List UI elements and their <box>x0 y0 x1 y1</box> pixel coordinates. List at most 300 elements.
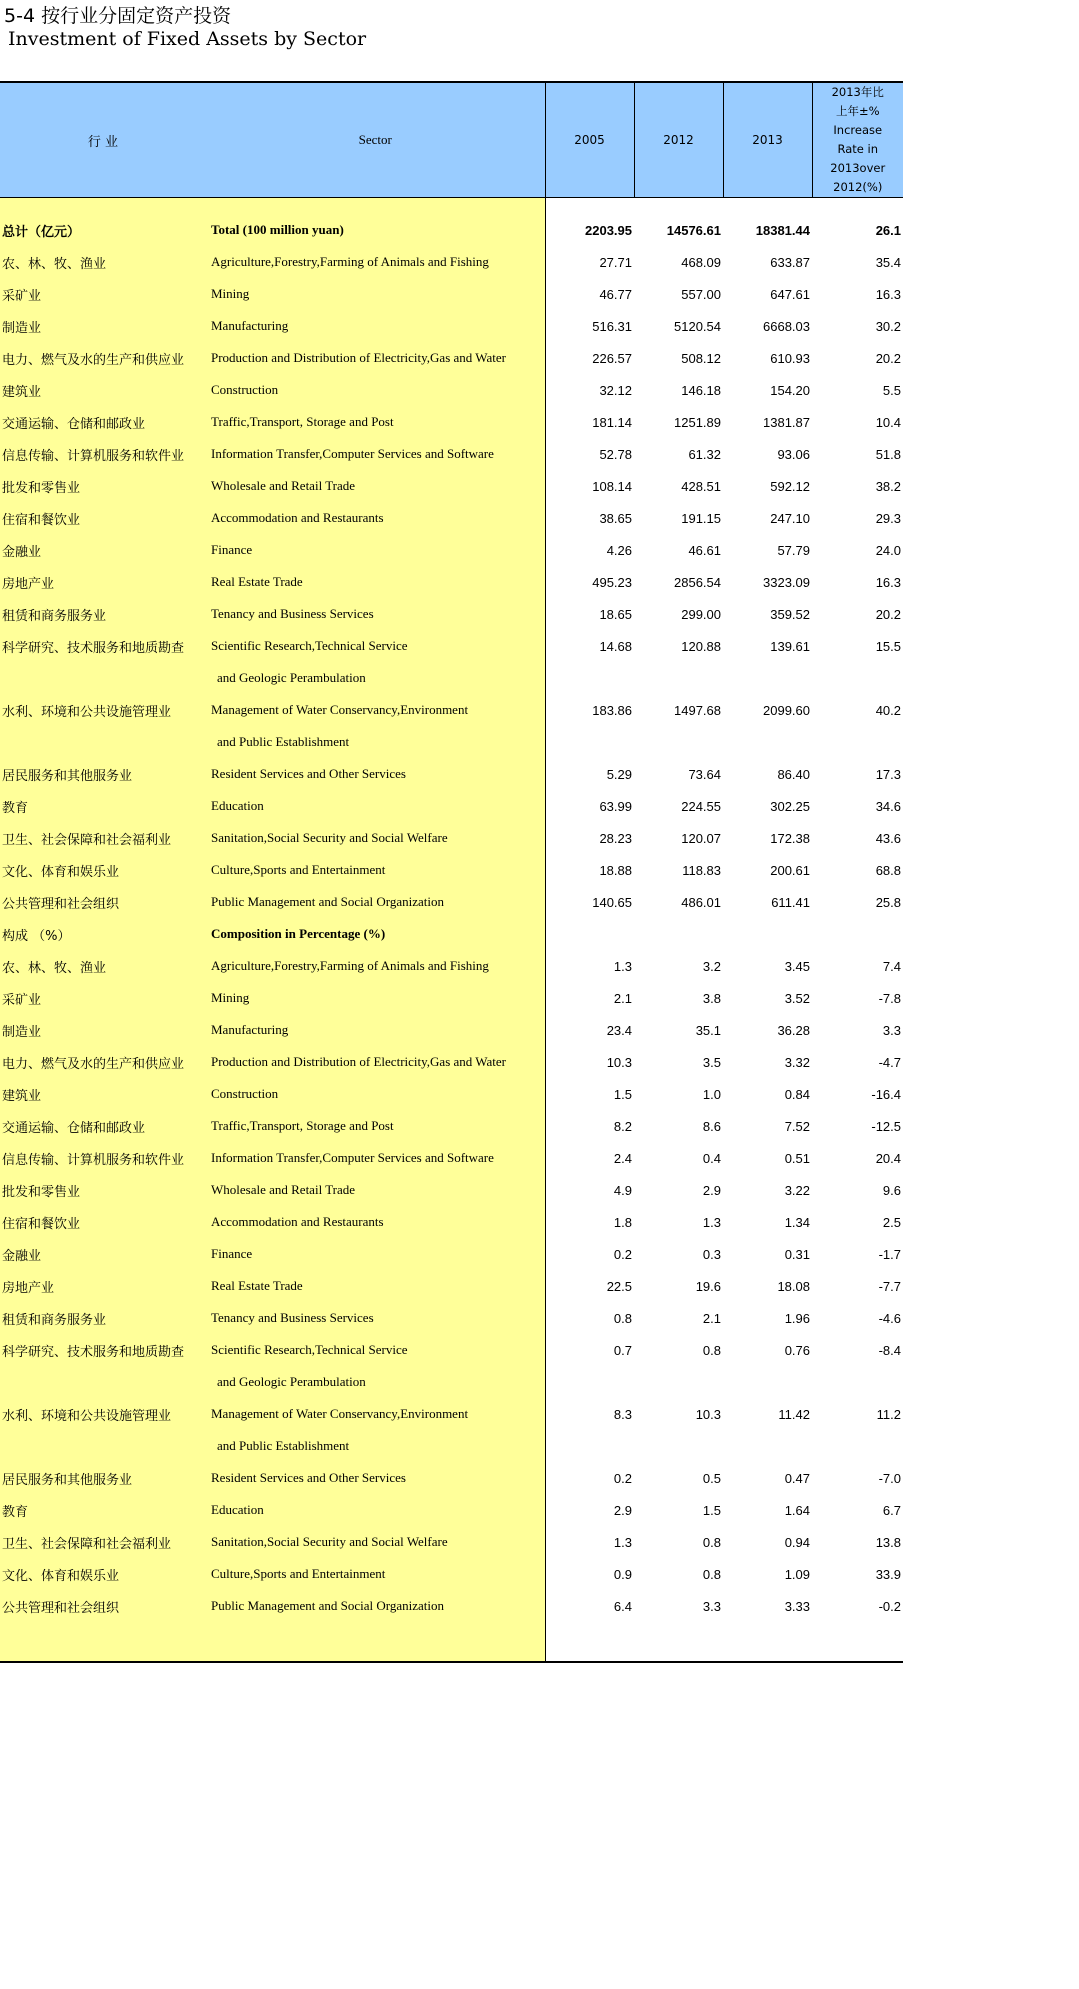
increase-rate: -16.4 <box>871 1086 901 1102</box>
sector-en: Agriculture,Forestry,Farming of Animals and Fishing <box>206 246 545 278</box>
value-2012: 19.6 <box>695 1278 721 1294</box>
sector-cn: 居民服务和其他服务业 <box>0 1462 206 1494</box>
increase-rate: -7.7 <box>878 1278 901 1294</box>
value-2013: 3.33 <box>784 1598 810 1614</box>
value-2005: 38.65 <box>545 502 634 534</box>
sector-cn: 卫生、社会保障和社会福利业 <box>0 822 206 854</box>
value-2012: 0.4 <box>702 1150 721 1166</box>
table-row <box>0 918 903 950</box>
value-2012: 2.1 <box>702 1310 721 1326</box>
sector-en: Wholesale and Retail Trade <box>206 1174 545 1206</box>
value-2005: 4.26 <box>545 534 634 566</box>
sector-cn: 公共管理和社会组织 <box>0 886 206 918</box>
sector-en: Composition in Percentage (%) <box>206 918 545 950</box>
value-2012: 0.8 <box>702 1566 721 1582</box>
value-2013: 0.31 <box>784 1246 810 1262</box>
value-2012 <box>634 918 723 950</box>
table-row <box>0 214 903 246</box>
value-2005: 2.1 <box>545 982 634 1014</box>
value-2013: 1.96 <box>784 1310 810 1326</box>
value-2012: 120.88 <box>681 638 721 654</box>
value-2005: 22.5 <box>545 1270 634 1302</box>
table-row <box>0 1590 903 1622</box>
increase-rate <box>812 662 903 694</box>
value-2005: 2.4 <box>545 1142 634 1174</box>
value-2012 <box>634 1366 723 1398</box>
value-2013: 1.34 <box>784 1214 810 1230</box>
value-2012: 2856.54 <box>674 574 721 590</box>
sector-en: and Geologic Perambulation <box>206 662 545 694</box>
table-row <box>0 694 903 726</box>
value-2013: 302.25 <box>770 798 810 814</box>
sector-cn: 总计（亿元） <box>0 214 206 246</box>
value-2013: 3.52 <box>784 990 810 1006</box>
value-2005: 8.3 <box>545 1398 634 1430</box>
value-2012: 1251.89 <box>674 414 721 430</box>
value-2012: 10.3 <box>695 1406 721 1422</box>
increase-rate: 20.2 <box>875 350 901 366</box>
table-row <box>0 1046 903 1078</box>
sector-cn: 制造业 <box>0 310 206 342</box>
sector-en: Mining <box>206 982 545 1014</box>
increase-rate: 68.8 <box>875 862 901 878</box>
table-row <box>0 630 903 662</box>
fixed-assets-table <box>0 81 903 1663</box>
value-2013: 647.61 <box>770 286 810 302</box>
table-row <box>0 1366 903 1398</box>
increase-rate: -7.0 <box>878 1470 901 1486</box>
value-2005: 5.29 <box>545 758 634 790</box>
value-2012: 1.0 <box>702 1086 721 1102</box>
value-2012: 1497.68 <box>674 702 721 718</box>
value-2012: 5120.54 <box>674 318 721 334</box>
sector-en: and Public Establishment <box>206 726 545 758</box>
value-2013: 1.09 <box>784 1566 810 1582</box>
sector-cn: 居民服务和其他服务业 <box>0 758 206 790</box>
header-rate-line: Rate in <box>837 142 878 156</box>
increase-rate: 9.6 <box>882 1182 901 1198</box>
sector-cn <box>0 1366 206 1398</box>
increase-rate <box>812 1430 903 1462</box>
page-title-english: Investment of Fixed Assets by Sector <box>8 28 367 50</box>
value-2005: 108.14 <box>545 470 634 502</box>
value-2005 <box>545 1366 634 1398</box>
increase-rate: 30.2 <box>875 318 901 334</box>
value-2012: 428.51 <box>681 478 721 494</box>
sector-cn: 电力、燃气及水的生产和供应业 <box>0 342 206 374</box>
value-2005: 2.9 <box>545 1494 634 1526</box>
sector-en: Production and Distribution of Electricity,Gas and Water <box>206 342 545 374</box>
bottom-cell <box>723 1622 812 1662</box>
sector-cn: 公共管理和社会组织 <box>0 1590 206 1622</box>
value-2005: 516.31 <box>545 310 634 342</box>
sector-cn: 卫生、社会保障和社会福利业 <box>0 1526 206 1558</box>
sector-cn: 教育 <box>0 790 206 822</box>
increase-rate: 29.3 <box>875 510 901 526</box>
value-2005: 32.12 <box>545 374 634 406</box>
value-2013 <box>723 1366 812 1398</box>
value-2012: 0.5 <box>702 1470 721 1486</box>
increase-rate: 24.0 <box>875 542 901 558</box>
increase-rate: 20.2 <box>875 606 901 622</box>
header-rate-line: 2012(%) <box>833 180 883 194</box>
sector-cn: 交通运输、仓储和邮政业 <box>0 1110 206 1142</box>
value-2005: 4.9 <box>545 1174 634 1206</box>
table-row <box>0 1526 903 1558</box>
table-row <box>0 438 903 470</box>
sector-cn: 金融业 <box>0 1238 206 1270</box>
value-2005: 0.9 <box>545 1558 634 1590</box>
header-increase-rate <box>812 82 903 198</box>
table-row <box>0 566 903 598</box>
sector-en: Tenancy and Business Services <box>206 598 545 630</box>
sector-en: Traffic,Transport, Storage and Post <box>206 1110 545 1142</box>
sector-en: Public Management and Social Organization <box>206 886 545 918</box>
value-2013 <box>723 662 812 694</box>
header-2012: 2012 <box>634 82 723 198</box>
table-row <box>0 278 903 310</box>
value-2005: 18.88 <box>545 854 634 886</box>
sector-cn <box>0 662 206 694</box>
value-2005: 226.57 <box>545 342 634 374</box>
sector-cn: 信息传输、计算机服务和软件业 <box>0 438 206 470</box>
table-row <box>0 1174 903 1206</box>
value-2012 <box>634 726 723 758</box>
sector-cn: 科学研究、技术服务和地质勘查 <box>0 1334 206 1366</box>
spacer-cell <box>723 198 812 215</box>
table-row <box>0 374 903 406</box>
value-2012: 120.07 <box>681 830 721 846</box>
increase-rate: 13.8 <box>875 1534 901 1550</box>
increase-rate: 26.1 <box>875 222 901 238</box>
sector-en: Accommodation and Restaurants <box>206 1206 545 1238</box>
sector-en: and Geologic Perambulation <box>206 1366 545 1398</box>
value-2013: 3.22 <box>784 1182 810 1198</box>
value-2012: 46.61 <box>688 542 721 558</box>
spacer-cell <box>206 198 545 215</box>
value-2012: 224.55 <box>681 798 721 814</box>
value-2005: 28.23 <box>545 822 634 854</box>
table-row <box>0 790 903 822</box>
value-2005: 8.2 <box>545 1110 634 1142</box>
value-2013: 0.76 <box>784 1342 810 1358</box>
table-row <box>0 886 903 918</box>
increase-rate: 11.2 <box>876 1406 901 1422</box>
bottom-cell <box>0 1622 206 1662</box>
sector-cn: 科学研究、技术服务和地质勘查 <box>0 630 206 662</box>
header-sector-en: Sector <box>206 82 545 198</box>
sector-en: and Public Establishment <box>206 1430 545 1462</box>
increase-rate: 20.4 <box>875 1150 901 1166</box>
table-row <box>0 1494 903 1526</box>
sector-cn: 农、林、牧、渔业 <box>0 246 206 278</box>
sector-en: Management of Water Conservancy,Environment <box>206 1398 545 1430</box>
table-row <box>0 598 903 630</box>
increase-rate: -1.7 <box>878 1246 901 1262</box>
increase-rate: 10.4 <box>875 414 901 430</box>
sector-en: Information Transfer,Computer Services and Software <box>206 438 545 470</box>
sector-en: Production and Distribution of Electricity,Gas and Water <box>206 1046 545 1078</box>
bottom-cell <box>545 1622 634 1662</box>
value-2012: 1.3 <box>702 1214 721 1230</box>
sector-en: Real Estate Trade <box>206 1270 545 1302</box>
sector-cn: 水利、环境和公共设施管理业 <box>0 1398 206 1430</box>
value-2013 <box>723 1430 812 1462</box>
table-row <box>0 1398 903 1430</box>
table-row <box>0 1206 903 1238</box>
value-2005 <box>545 662 634 694</box>
sector-en: Culture,Sports and Entertainment <box>206 1558 545 1590</box>
sector-cn: 建筑业 <box>0 1078 206 1110</box>
sector-cn: 信息传输、计算机服务和软件业 <box>0 1142 206 1174</box>
value-2005: 181.14 <box>545 406 634 438</box>
table-row <box>0 534 903 566</box>
value-2013: 610.93 <box>770 350 810 366</box>
increase-rate: 38.2 <box>875 478 901 494</box>
sector-cn: 制造业 <box>0 1014 206 1046</box>
header-2013: 2013 <box>723 82 812 198</box>
spacer-cell <box>812 198 903 215</box>
value-2005 <box>545 1430 634 1462</box>
bottom-cell <box>206 1622 545 1662</box>
value-2012: 3.5 <box>702 1054 721 1070</box>
value-2013: 154.20 <box>770 382 810 398</box>
table-bottom-row <box>0 1622 903 1662</box>
value-2012: 1.5 <box>702 1502 721 1518</box>
sector-cn: 批发和零售业 <box>0 470 206 502</box>
sector-cn: 文化、体育和娱乐业 <box>0 1558 206 1590</box>
value-2005: 1.3 <box>545 1526 634 1558</box>
sector-en: Manufacturing <box>206 310 545 342</box>
value-2012: 191.15 <box>681 510 721 526</box>
increase-rate: 16.3 <box>875 574 901 590</box>
value-2005: 1.5 <box>545 1078 634 1110</box>
table-row <box>0 502 903 534</box>
value-2013: 0.51 <box>784 1150 810 1166</box>
increase-rate: 2.5 <box>882 1214 901 1230</box>
value-2012 <box>634 1430 723 1462</box>
sector-en: Construction <box>206 1078 545 1110</box>
table-row <box>0 854 903 886</box>
value-2012: 299.00 <box>681 606 721 622</box>
value-2012: 8.6 <box>702 1118 721 1134</box>
value-2013 <box>723 726 812 758</box>
table-row <box>0 1334 903 1366</box>
sector-en: Management of Water Conservancy,Environment <box>206 694 545 726</box>
sector-cn: 农、林、牧、渔业 <box>0 950 206 982</box>
sector-cn: 采矿业 <box>0 278 206 310</box>
spacer-cell <box>545 198 634 215</box>
value-2012: 468.09 <box>681 254 721 270</box>
value-2013: 3.32 <box>784 1054 810 1070</box>
increase-rate: 17.3 <box>875 766 901 782</box>
sector-en: Finance <box>206 534 545 566</box>
sector-en: Real Estate Trade <box>206 566 545 598</box>
sector-en: Traffic,Transport, Storage and Post <box>206 406 545 438</box>
value-2005: 0.7 <box>545 1334 634 1366</box>
table-row <box>0 470 903 502</box>
table-row <box>0 1078 903 1110</box>
value-2005: 2203.95 <box>545 214 634 246</box>
increase-rate: -7.8 <box>878 990 901 1006</box>
sector-en: Public Management and Social Organization <box>206 1590 545 1622</box>
table-row <box>0 1430 903 1462</box>
value-2013: 36.28 <box>777 1022 810 1038</box>
table-row <box>0 1462 903 1494</box>
value-2005: 27.71 <box>545 246 634 278</box>
value-2013: 57.79 <box>777 542 810 558</box>
sector-cn: 租赁和商务服务业 <box>0 598 206 630</box>
value-2005: 18.65 <box>545 598 634 630</box>
value-2013: 2099.60 <box>763 702 810 718</box>
table-row <box>0 1270 903 1302</box>
sector-en: Tenancy and Business Services <box>206 1302 545 1334</box>
value-2005: 0.8 <box>545 1302 634 1334</box>
header-rate-line: 2013over <box>830 161 886 175</box>
value-2013: 611.41 <box>771 894 810 910</box>
table-row <box>0 1110 903 1142</box>
sector-en: Finance <box>206 1238 545 1270</box>
table-row <box>0 246 903 278</box>
value-2013: 0.94 <box>784 1534 810 1550</box>
value-2013 <box>723 918 812 950</box>
value-2012: 557.00 <box>681 286 721 302</box>
header-rate-line: 上年±% <box>835 104 880 118</box>
value-2012: 61.32 <box>688 446 721 462</box>
table-row <box>0 662 903 694</box>
increase-rate <box>812 918 903 950</box>
table-row <box>0 1558 903 1590</box>
value-2005: 6.4 <box>545 1590 634 1622</box>
spacer-row <box>0 198 903 215</box>
sector-cn <box>0 726 206 758</box>
table-row <box>0 822 903 854</box>
value-2013: 359.52 <box>770 606 810 622</box>
table-row <box>0 342 903 374</box>
value-2005: 495.23 <box>545 566 634 598</box>
value-2013: 3323.09 <box>763 574 810 590</box>
increase-rate: 7.4 <box>882 958 901 974</box>
table-row <box>0 310 903 342</box>
sector-cn: 水利、环境和公共设施管理业 <box>0 694 206 726</box>
increase-rate: -12.5 <box>871 1118 901 1134</box>
value-2005: 14.68 <box>545 630 634 662</box>
value-2012: 508.12 <box>681 350 721 366</box>
value-2005: 23.4 <box>545 1014 634 1046</box>
value-2005: 140.65 <box>545 886 634 918</box>
sector-en: Sanitation,Social Security and Social Welfare <box>206 1526 545 1558</box>
sector-en: Education <box>206 1494 545 1526</box>
table-row <box>0 1014 903 1046</box>
value-2005 <box>545 726 634 758</box>
sector-cn: 教育 <box>0 1494 206 1526</box>
sector-cn: 批发和零售业 <box>0 1174 206 1206</box>
increase-rate: 43.6 <box>875 830 901 846</box>
value-2005: 1.3 <box>545 950 634 982</box>
value-2012: 2.9 <box>702 1182 721 1198</box>
sector-cn: 房地产业 <box>0 566 206 598</box>
value-2005: 63.99 <box>545 790 634 822</box>
increase-rate: 6.7 <box>882 1502 901 1518</box>
value-2013: 18381.44 <box>755 222 810 238</box>
increase-rate: 5.5 <box>882 382 901 398</box>
sector-en: Sanitation,Social Security and Social Welfare <box>206 822 545 854</box>
value-2012: 146.18 <box>681 382 721 398</box>
value-2013: 86.40 <box>777 766 810 782</box>
sector-cn: 采矿业 <box>0 982 206 1014</box>
value-2013: 200.61 <box>770 862 810 878</box>
header-rate-line: 2013年比 <box>831 85 884 99</box>
value-2012: 486.01 <box>681 894 721 910</box>
table-row <box>0 758 903 790</box>
increase-rate: -4.6 <box>878 1310 901 1326</box>
header-2005: 2005 <box>545 82 634 198</box>
header-sector-cn: 行 业 <box>0 82 206 198</box>
sector-cn: 交通运输、仓储和邮政业 <box>0 406 206 438</box>
increase-rate: 3.3 <box>882 1022 901 1038</box>
sector-cn: 租赁和商务服务业 <box>0 1302 206 1334</box>
value-2012: 14576.61 <box>666 222 721 238</box>
value-2012: 35.1 <box>695 1022 721 1038</box>
value-2013: 139.61 <box>770 638 810 654</box>
sector-en: Resident Services and Other Services <box>206 758 545 790</box>
sector-en: Resident Services and Other Services <box>206 1462 545 1494</box>
table-header <box>0 82 903 198</box>
sector-en: Culture,Sports and Entertainment <box>206 854 545 886</box>
header-rate-line: Increase <box>833 123 883 137</box>
sector-cn: 构成 （%） <box>0 918 206 950</box>
value-2005: 1.8 <box>545 1206 634 1238</box>
value-2013: 592.12 <box>770 478 810 494</box>
value-2013: 633.87 <box>770 254 810 270</box>
sector-cn: 文化、体育和娱乐业 <box>0 854 206 886</box>
value-2005: 183.86 <box>545 694 634 726</box>
sector-en: Total (100 million yuan) <box>206 214 545 246</box>
sector-cn: 电力、燃气及水的生产和供应业 <box>0 1046 206 1078</box>
sector-cn: 住宿和餐饮业 <box>0 502 206 534</box>
sector-en: Scientific Research,Technical Service <box>206 1334 545 1366</box>
value-2005: 0.2 <box>545 1238 634 1270</box>
increase-rate: 25.8 <box>875 894 901 910</box>
value-2005: 52.78 <box>545 438 634 470</box>
increase-rate: -8.4 <box>878 1342 901 1358</box>
value-2012 <box>634 662 723 694</box>
value-2012: 0.8 <box>702 1342 721 1358</box>
sector-cn: 住宿和餐饮业 <box>0 1206 206 1238</box>
sector-cn: 房地产业 <box>0 1270 206 1302</box>
spacer-cell <box>0 198 206 215</box>
value-2005 <box>545 918 634 950</box>
value-2013: 11.42 <box>778 1406 810 1422</box>
sector-en: Wholesale and Retail Trade <box>206 470 545 502</box>
sector-en: Education <box>206 790 545 822</box>
table-row <box>0 982 903 1014</box>
table-row <box>0 1302 903 1334</box>
increase-rate: 34.6 <box>875 798 901 814</box>
sector-cn <box>0 1430 206 1462</box>
value-2012: 3.2 <box>702 958 721 974</box>
table-row <box>0 950 903 982</box>
increase-rate: -4.7 <box>878 1054 901 1070</box>
sector-en: Construction <box>206 374 545 406</box>
spacer-cell <box>634 198 723 215</box>
value-2005: 10.3 <box>545 1046 634 1078</box>
increase-rate: 16.3 <box>875 286 901 302</box>
value-2012: 73.64 <box>688 766 721 782</box>
increase-rate: -0.2 <box>878 1598 901 1614</box>
increase-rate <box>812 726 903 758</box>
value-2013: 0.47 <box>784 1470 810 1486</box>
